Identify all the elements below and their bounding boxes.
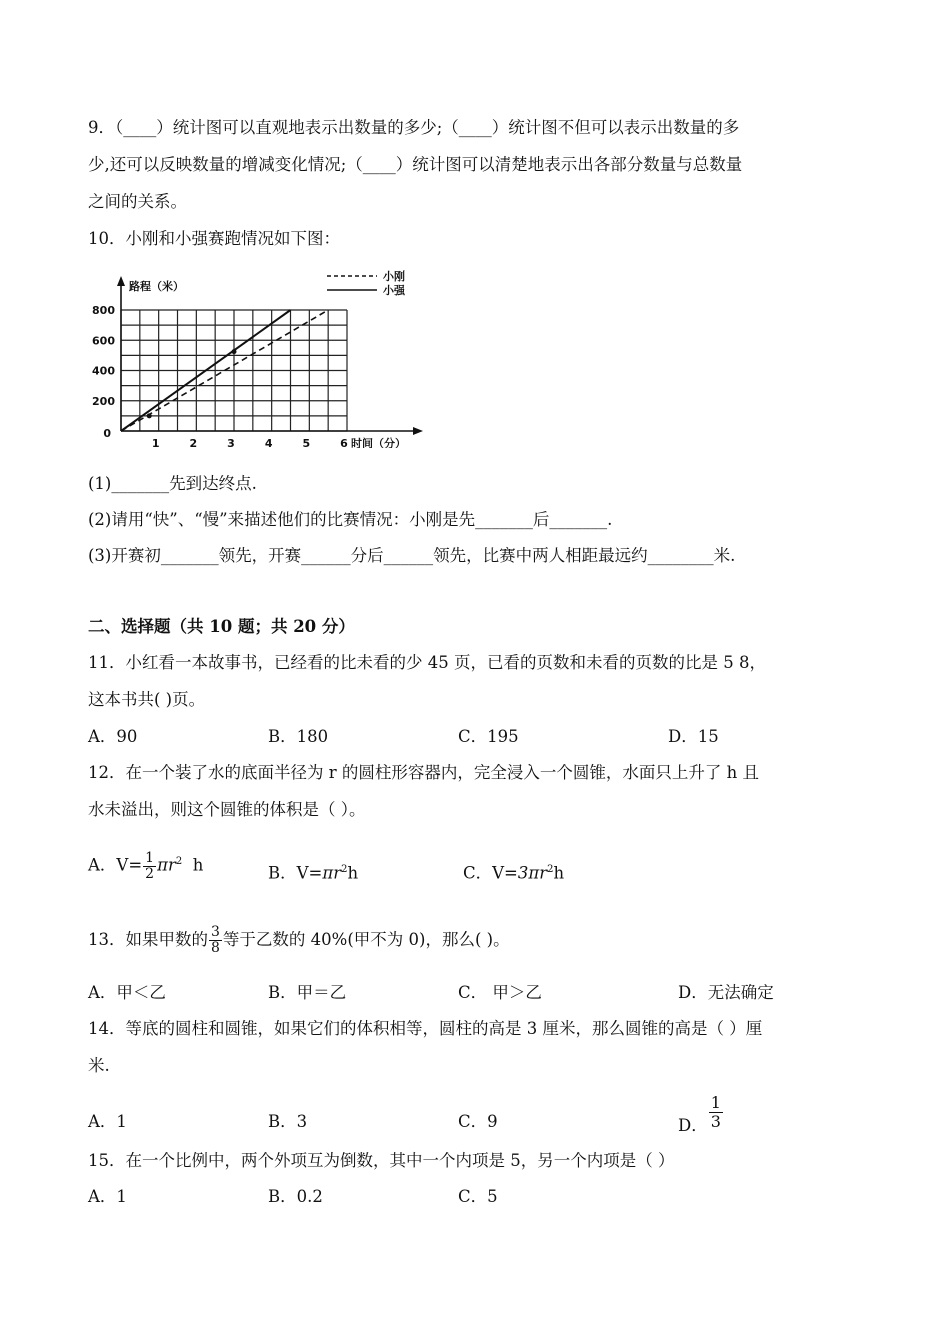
chart-legend	[327, 269, 406, 297]
q14-line1: 14．等底的圆柱和圆锥，如果它们的体积相等，圆柱的高是 3 厘米，那么圆锥的高是（ ）厘	[88, 1019, 763, 1038]
q9-line1: 9．（____）统计图可以直观地表示出数量的多少;（____）统计图不但可以表示出数量的多	[88, 118, 740, 137]
q14-line2: 米.	[88, 1056, 110, 1075]
q15-option-b: B．0.2	[268, 1187, 323, 1206]
x-tick-label: 4	[264, 437, 273, 448]
y-axis-arrow	[117, 276, 125, 286]
q9-line3: 之间的关系。	[88, 192, 187, 211]
q11-option-a: A．90	[88, 727, 138, 746]
x-axis-arrow	[413, 427, 423, 435]
q12-line1: 12．在一个装了水的底面半径为 r 的圆柱形容器内，完全浸入一个圆锥，水面只上升了 h 且	[88, 763, 759, 782]
q10-sub2: (2)请用“快”、“慢”来描述他们的比赛情况：小刚是先_______后_______.	[88, 510, 613, 529]
q13-option-b: B．甲＝乙	[268, 983, 347, 1002]
intersection-dot	[147, 413, 152, 418]
x-axis-label: 时间（分）	[351, 437, 406, 448]
q14-option-d: D． $\frac{1}{3}$	[678, 1093, 721, 1135]
intersection-dot	[232, 349, 237, 354]
fraction-three-eighths: $\frac{3}{8}$	[211, 924, 220, 956]
q14-option-a: A．1	[88, 1112, 127, 1131]
x-tick-label: 2	[189, 437, 198, 448]
x-tick-label: 5	[302, 437, 311, 448]
q11-option-b: B．180	[268, 727, 329, 746]
q10-title: 10．小刚和小强赛跑情况如下图：	[88, 229, 340, 248]
q13-option-a: A．甲＜乙	[88, 983, 166, 1002]
x-tick-label: 3	[227, 437, 235, 448]
x-tick-label: 1	[151, 437, 160, 448]
chart-grid	[121, 310, 347, 431]
q13-line: 13．如果甲数的 $\frac{3}{8}$ 等于乙数的 40%(甲不为 0)，那么( )。	[88, 924, 510, 956]
legend-label-小强: 小强	[383, 284, 405, 297]
race-chart	[85, 268, 445, 448]
q9-line2: 少,还可以反映数量的增减变化情况;（____）统计图可以清楚地表示出各部分数量与总数量	[88, 155, 743, 174]
legend-label-小刚: 小刚	[383, 270, 405, 283]
q11-option-d: D．15	[668, 727, 719, 746]
section2-heading: 二、选择题（共 10 题；共 20 分）	[88, 617, 355, 636]
q15-line1: 15．在一个比例中，两个外项互为倒数，其中一个内项是 5，另一个内项是（ ）	[88, 1151, 675, 1170]
q12-option-b: B．$V=\pi r^2h$	[268, 863, 359, 883]
fraction-one-half: $\frac{1}{2}$	[145, 849, 155, 882]
q11-line1: 11．小红看一本故事书，已经看的比未看的少 45 页，已看的页数和未看的页数的比是 5 8，	[88, 653, 766, 672]
x-tick-label: 6	[340, 437, 348, 448]
y-tick-label: 200	[92, 394, 115, 408]
q11-line2: 这本书共( )页。	[88, 690, 206, 709]
fraction-one-third: $\frac{1}{3}$	[710, 1093, 721, 1131]
q12-option-c: C．$V=3\pi r^2h$	[463, 863, 565, 883]
q14-option-c: C．9	[458, 1112, 498, 1131]
q12-line2: 水未溢出，则这个圆锥的体积是（ ）。	[88, 800, 366, 819]
chart-labels	[92, 279, 406, 448]
q12-option-a: A．V= $\frac{1}{2}$ $\pi r^2$ h	[88, 849, 204, 882]
y-tick-label: 400	[92, 364, 115, 378]
origin-label: 0	[103, 427, 111, 440]
y-tick-label: 800	[92, 304, 115, 317]
q10-sub1: (1)_______先到达终点.	[88, 474, 257, 493]
q11-option-c: C．195	[458, 727, 519, 746]
y-axis-label: 路程（米）	[129, 280, 184, 293]
q14-option-b: B．3	[268, 1112, 308, 1131]
q13-option-c: C． 甲＞乙	[458, 983, 542, 1002]
q15-option-a: A．1	[88, 1187, 127, 1206]
y-tick-label: 600	[92, 334, 115, 348]
q13-option-d: D．无法确定	[678, 983, 774, 1002]
q15-option-c: C．5	[458, 1187, 498, 1206]
q10-sub3: (3)开赛初_______领先，开赛______分后______领先，比赛中两人相距最远约________米.	[88, 546, 736, 565]
